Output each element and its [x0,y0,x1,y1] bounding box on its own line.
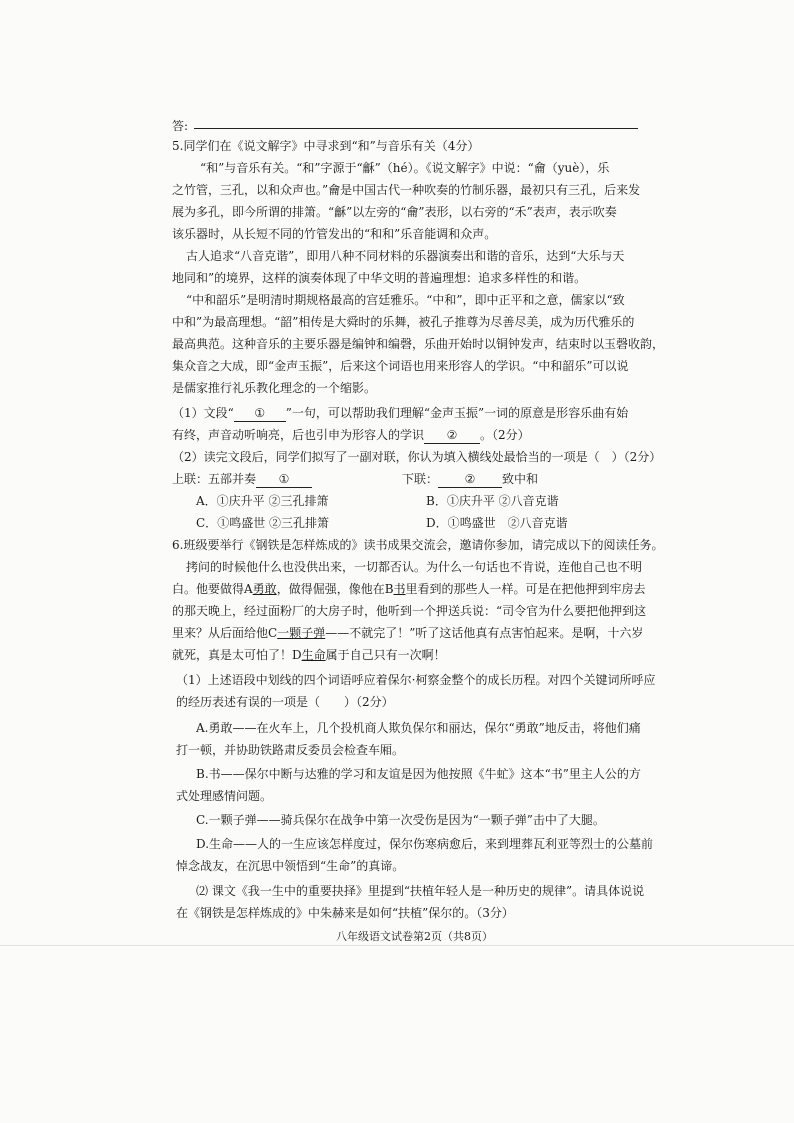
passage-text: ，做得倔强，像他在B [276,582,394,596]
q5-sub1-blank2: ② [424,427,480,444]
q5-sub1-text: （1）文段“ [172,406,234,420]
q6-sub1-option: 悼念战友，在沉思中领悟到“生命”的真谛。 [176,859,405,873]
q6-sub1-option: A.勇敢——在火车上，几个投机商人欺负保尔和丽达，保尔“勇敢”地反击，将他们痛 [196,721,641,735]
underlined-word: 生命 [301,648,326,662]
option-c [196,515,329,531]
couplet-upper-text: 上联：五部并奏 [172,472,257,486]
underlined-word: 一颗子弹 [277,626,326,640]
couplet-upper [172,471,312,488]
q5-para1-line: “和”与音乐有关。“和”字源于“龢”（hé）。《说文解字》中说：“龠（yuè），乐 [200,161,610,175]
q6-sub2-line: 在《钢铁是怎样炼成的》中朱赫来是如何“扶植”保尔的。（3分） [176,906,514,920]
option-d [426,515,568,531]
q6-passage-line [172,581,646,597]
q5-sub1-line2 [172,427,530,444]
q6-sub1-option: 打一顿，并协助铁路肃反委员会检查车厢。 [176,743,405,757]
q5-title: 5.同学们在《说文解字》中寻求到“和”与音乐有关（4分） [172,139,480,153]
q5-sub1-text: 。（2分） [480,428,530,442]
q5-sub1-text: 有终，声音动听响亮，后也引申为形容人的学识 [172,428,425,442]
page-footer: 八年级语文试卷第2页（共8页） [336,930,493,943]
q5-para3-line: 集众音之大成，即“金声玉振”，后来这个词语也用来形容人的学识。“中和韶乐”可以说 [172,359,629,373]
couplet-lower [402,471,538,488]
q5-para3-line: 是儒家推行礼乐教化理念的一个缩影。 [172,381,377,395]
q5-para1-line: 该乐器时，从长短不同的竹管发出的“和和”乐音能调和众声。 [172,227,497,241]
passage-text: 就死，真是太可怕了！D [172,648,302,662]
underlined-word: 书 [393,582,406,596]
couplet-lower-text: 下联： [402,472,439,486]
q5-para1-line: 之竹管，三孔，以和众声也。”龠是中国古代一种吹奏的竹制乐器，最初只有三孔，后来发 [172,183,641,197]
couplet-upper-blank: ① [256,471,312,488]
q6-passage-line: 的那天晚上，经过面粉厂的大房子时，他听到一个押送兵说：“司令官为什么要把他押到这 [172,604,647,618]
option-letter: B． [426,494,447,508]
q5-para2-line: 古人追求“八音克谐”，即用八种不同材料的乐器演奏出和谐的音乐，达到“大乐与天 [186,249,625,263]
scan-fold-line [0,945,794,946]
option-letter: C． [196,516,218,530]
q6-passage-line [172,625,643,641]
q6-passage-line: 拷问的时候他什么也没供出来，一切都否认。为什么一句话也不肯说，连他自己也不明 [186,560,643,574]
q6-sub1-option: 式处理感情问题。 [176,789,273,803]
underlined-word: 勇敢 [252,582,277,596]
q6-sub1-line: 的经历表述有误的一项是（ ）（2分） [176,695,394,709]
option-letter: A． [196,494,217,508]
q5-sub1-blank1: ① [234,405,286,422]
q5-para3-line: 中和”为最高理想。“韶”相传是大舜时的乐舞，被孔子推尊为尽善尽美，成为历代雅乐的 [172,315,635,329]
passage-text: 里看到的那些人一样。可是在把他押到牢房去 [405,582,646,596]
option-text: ①庆升平 ②三孔排箫 [216,494,329,508]
q5-para1-line: 展为多孔，即今所谓的排箫。“龢”以左旁的“龠”表形，以右旁的“禾”表声，表示吹奏 [172,205,617,219]
q6-sub2-line: ⑵ 课文《我一生中的重要抉择》里提到“扶植年轻人是一种历史的规律”。请具体说说 [196,884,645,898]
passage-text: 属于自己只有一次啊！ [325,648,446,662]
option-text: ①鸣盛世 ②三孔排箫 [217,516,330,530]
passage-text: 里来？从后面给他C [172,626,278,640]
answer-label: 答: [172,119,189,133]
passage-text: 白。他要做得A [172,582,253,596]
q6-title: 6.班级要举行《钢铁是怎样炼成的》读书成果交流会，邀请你参加，请完成以下的阅读任务。 [172,538,664,552]
couplet-lower-text: 致中和 [502,472,539,486]
q5-sub2-question: （2）读完文段后，同学们拟写了一副对联，你认为填入横线处最恰当的一项是（ ）（2分） [172,450,662,464]
option-b [426,493,559,509]
q6-passage-line [172,647,446,663]
option-text: ①庆升平 ②八音克谐 [446,494,559,508]
answer-line [194,128,638,129]
q6-sub1-option: C.一颗子弹——骑兵保尔在战争中第一次受伤是因为“一颗子弹”击中了大腿。 [196,813,605,827]
q5-para2-line: 地同和”的境界，这样的演奏体现了中华文明的普遍理想：追求多样性的和谐。 [172,271,587,285]
q5-sub1-text: ”一句，可以帮助我们理解“金声玉振”一词的原意是形容乐曲有始 [285,406,629,420]
q6-sub1-option: B.书——保尔中断与达雅的学习和友谊是因为他按照《牛虻》这本“书”里主人公的方 [196,767,641,781]
q6-sub1-line: （1）上述语段中划线的四个词语呼应着保尔·柯察金整个的成长历程。对四个关键词所呼应 [176,673,656,687]
q5-para3-line: “中和韶乐”是明清时期规格最高的宫廷雅乐。“中和”，即中正平和之意，儒家以“致 [186,293,625,307]
passage-text: ——不就完了！”听了这话他真有点害怕起来。是啊，十六岁 [325,626,644,640]
option-letter: D． [426,516,448,530]
option-a [196,493,329,509]
option-text: ①鸣盛世 ②八音克谐 [447,516,568,530]
q5-sub1-line1 [172,405,628,422]
q6-sub1-option: D.生命——人的一生应该怎样度过，保尔伤寒病愈后，来到埋葬瓦利亚等烈士的公墓前 [196,837,654,851]
q5-para3-line: 最高典范。这种音乐的主要乐器是编钟和编磬，乐曲开始时以铜钟发声，结束时以玉磬收韵， [172,337,665,351]
couplet-lower-blank: ② [438,471,502,488]
